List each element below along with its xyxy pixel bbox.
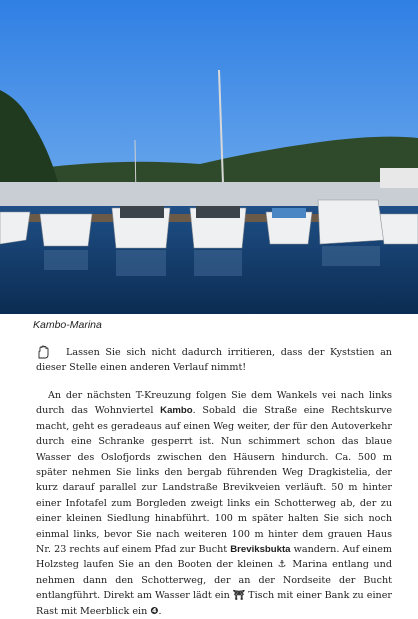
hand-icon — [36, 345, 50, 359]
text-segment: . Sobald die Straße eine Rechtskurve macht, geht es geradeaus auf einen Weg weiter, der für den Autoverkehr durch eine Schranke gesperrt ist. Nun schimmert schon das blaue Wasser des Oslofjords zwischen den Häusern hindurch. Ca. 500 m später nehmen Sie links den bergab führenden Weg Dragkistelia, der kurz darauf parallel zur Landstraße Brevikveien verläuft. 50 m hinter einer Infotafel zum Borgleden zweigt links ein Schotterweg ab, der zu einer kleinen Siedlung hinabführt. 100 m später halten Sie sich noch einmal links, bevor Sie nach weiteren 100 m hinter dem grauen Haus Nr. 23 rechts auf einem Pfad zur Bucht — [36, 405, 392, 556]
text-segment: wandern. Auf einem Holzsteg laufen Sie an den Booten der kleinen — [36, 544, 392, 571]
route-paragraph — [36, 388, 392, 619]
waypoint-4-icon: ❹ — [150, 605, 159, 617]
text-segment: Marina entlang und nehmen dann den Schotterweg, der an der Nordseite der Bucht entlangführt. Direkt am Wasser lädt ein — [36, 559, 392, 602]
picnic-table-icon: ⛩ — [232, 590, 246, 602]
text-segment: An der nächsten T-Kreuzung folgen Sie dem Wankels vei nach links durch das Wohnviertel — [36, 390, 392, 417]
tip-block — [36, 345, 392, 376]
place-breviksbukta: Breviksbukta — [230, 544, 291, 556]
route-description — [36, 388, 392, 619]
text-segment: Tisch mit einer Bank zu einer Rast mit Meerblick ein — [36, 590, 392, 617]
place-kambo: Kambo — [160, 405, 193, 417]
photo-caption: Kambo-Marina — [33, 319, 102, 331]
text-segment: . — [158, 605, 162, 617]
anchor-icon: ⚓ — [277, 559, 288, 571]
tip-text: Lassen Sie sich nicht dadurch irritieren, dass der Kyststien an dieser Stelle einen anderen Verlauf nimmt! — [36, 347, 392, 374]
